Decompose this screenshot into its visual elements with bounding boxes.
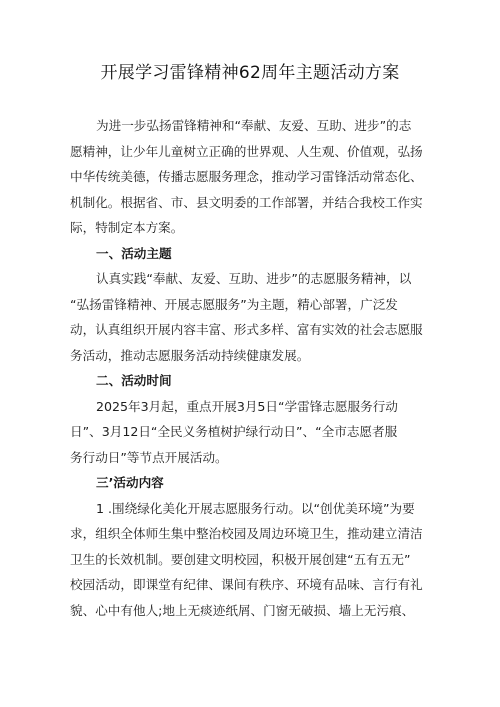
text-line: 卫生的长效机制。要创建文明校园，积极开展创建“五有五无” [70,551,411,567]
text-line: 际，特制定本方案。 [70,220,184,235]
text-line: 校园活动，即课堂有纪律、课间有秩序、环境有品味、言行有礼 [70,577,423,592]
text-line: 求，组织全体师生集中整治校园及周边环境卫生，推动建立清洁 [70,526,423,541]
text-line: 2025年3月起，重点开展3月5日“学雷锋志愿服务行动 [96,398,398,414]
text-line: 务行动日”等节点开展活动。 [70,449,228,465]
text-line: 1 .围绕绿化美化开展志愿服务行动。以“创优美环境”为要 [96,500,415,516]
text-line: 愿精神，让少年儿童树立正确的世界观、人生观、价值观，弘扬 [70,143,423,159]
text-line: 日”、3月12日“全民义务植树护绿行动日”、“全市志愿者服 [70,424,398,439]
text-line: 貌、心中有他人;地上无痰迹纸屑、门窗无破损、墙上无污痕、 [70,602,415,618]
text-line: 机制化。根据省、市、县文明委的工作部署，并结合我校工作实 [70,194,423,210]
section-heading: 一、活动主题 [96,245,172,261]
text-line: 为进一步弘扬雷锋精神和“奉献、友爱、互助、进步”的志 [96,118,412,133]
document-title: 开展学习雷锋精神62周年主题活动方案 [100,63,400,83]
document-body [70,113,442,623]
section-heading: 二、活动时间 [96,373,172,388]
text-line: 动，认真组织开展内容丰富、形式多样、富有实效的社会志愿服 [70,322,423,337]
text-line: “弘扬雷锋精神、开展志愿服务”为主题，精心部署，广泛发 [70,296,398,312]
text-line: 务活动，推动志愿服务活动持续健康发展。 [70,347,310,363]
text-line: 认真实践“奉献、友爱、互助、进步”的志愿服务精神，以 [96,271,412,286]
section-heading: 三’活动内容 [96,475,164,490]
text-line: 中华传统美德，传播志愿服务理念，推动学习雷锋活动常态化、 [70,169,423,184]
